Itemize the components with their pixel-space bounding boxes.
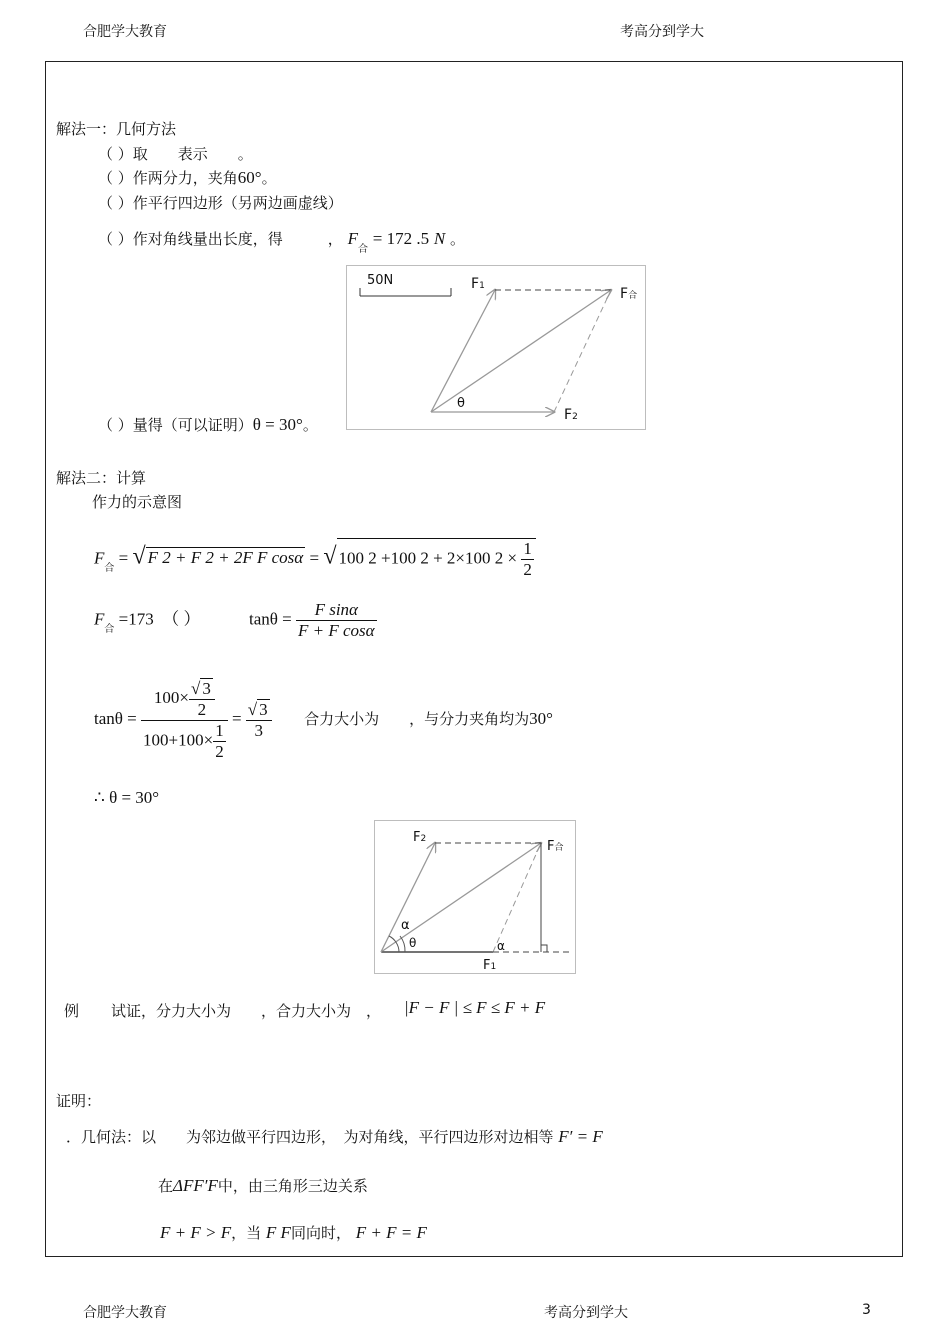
figure-parallelogram-2 [374,820,576,974]
vector-f1 [431,290,495,412]
label-fh: F合 [620,286,638,302]
equation-3: tanθ = 100× $\frac{√ 3}{2}$ 100+100× $\frac{1}{2}$ = $\frac{√ 3}{3}$ 合力大小为 ，与分力夹角均为30° [94,679,553,761]
example-text: 试证，分力大小为 ，合力大小为 ， [111,1002,382,1020]
method2-line1: 作力的示意图 [92,493,183,511]
equation-4: ∴ θ = 30° [94,788,160,807]
label-theta: θ [457,396,465,411]
footer-left: 合肥学大教育 [83,1305,167,1321]
figure1-svg [347,266,647,431]
label-f2: F2 [413,830,427,845]
method1-step3: （ ）作平行四边形（另两边画虚线） [98,194,343,212]
method1-step2: （ ）作两分力，夹角60°。 [98,168,277,187]
proof-line3: F + F > F，当 F F同向时， F + F = F [160,1223,427,1242]
method1-title: 解法一：几何方法 [56,120,177,138]
label-theta: θ [409,936,417,950]
scale-label: 50N [367,273,394,288]
figure-parallelogram-1 [346,265,646,430]
arc-alpha [389,936,399,952]
vector-f2 [381,843,435,952]
method1-step5: （ ）量得（可以证明）θ = 30°。 [98,415,318,434]
label-f1: F1 [471,276,485,292]
equation-1: $F_合$ = √ F 2 + F 2 + 2F F cosα = √ 100 2 +100 2 + 2×100 2 × $\frac{1}{2}$ [94,538,536,580]
equation-2: $F_合 =173$ （ ） tanθ = $\frac{\text{F sinα}}{\text{F + F cosα}}$ [94,600,375,640]
method1-step4: （ ）作对角线量出长度，得 ， $F_合 = 172$ .5 N 。 [98,229,465,255]
footer-center: 考高分到学大 [544,1305,628,1321]
label-f1: F1 [483,958,497,973]
method1-step1: （ ）取 表示 。 [98,145,253,163]
label-alpha-2: α [497,939,505,953]
vector-resultant [431,290,611,412]
example-label: 例 [64,1002,80,1020]
right-angle-mark [541,945,547,952]
header-right: 考高分到学大 [620,24,704,40]
proof-line1: ．几何法：以 为邻边做平行四边形， 为对角线，平行四边形对边相等 F′ = F [66,1127,603,1146]
vector-resultant [381,843,541,952]
example-inequality: |F − F | ≤ F ≤ F + F [404,998,546,1017]
dashed-right [554,290,611,412]
label-fh: F合 [547,839,564,854]
method2-title: 解法二：计算 [56,469,147,487]
page-number: 3 [862,1302,871,1318]
label-alpha-1: α [401,918,410,933]
proof-line2: 在ΔFF′F中，由三角形三边关系 [158,1176,368,1195]
label-f2: F2 [564,407,578,423]
proof-title: 证明： [56,1092,102,1110]
eq1-radicand-2: 100 2 +100 2 + 2×100 2 × $\frac{1}{2}$ [337,538,536,580]
header-left: 合肥学大教育 [83,24,167,40]
